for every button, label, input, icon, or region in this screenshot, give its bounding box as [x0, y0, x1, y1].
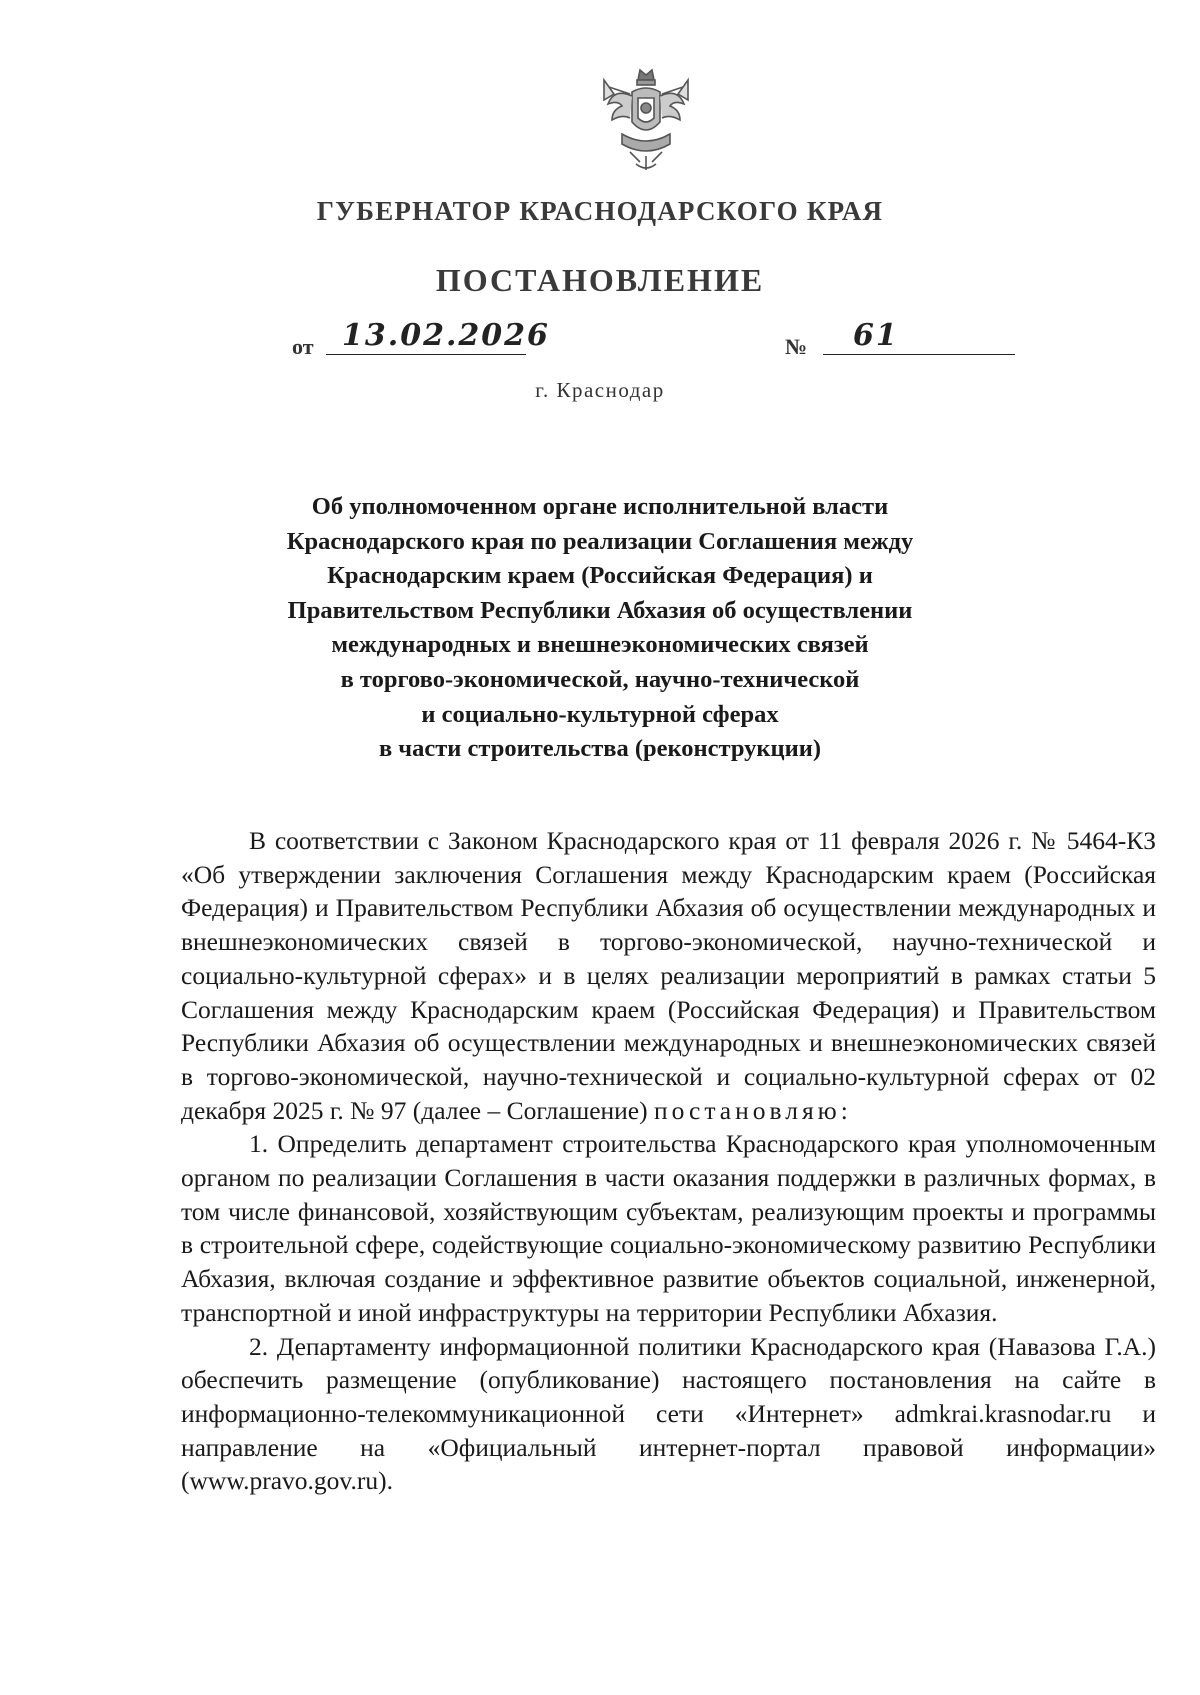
- title-line: и социально-культурной сферах: [421, 700, 779, 728]
- item-2-paragraph: 2. Департаменту информационной политики Краснодарского края (Навазова Г.А.) обеспечить размещение (опубликование) настоящего постановления на сайте в информационно-телекоммуникационной сети «Интернет» admkrai.krasnodar.ru и направление на «Официальный интернет-портал правовой информации» (www.pravo.gov.ru).: [181, 1331, 1156, 1496]
- date-prefix: от: [292, 334, 314, 359]
- title-line: Правительством Республики Абхазия об осуществлении: [287, 596, 913, 624]
- decree-title: [240, 490, 960, 767]
- title-line: международных и внешнеэкономических связей: [331, 631, 869, 659]
- issuing-authority: ГУБЕРНАТОР КРАСНОДАРСКОГО КРАЯ: [316, 196, 884, 226]
- decree-body: [181, 824, 1156, 1498]
- title-line: в части строительства (реконструкции): [378, 735, 822, 763]
- title-line: Об уполномоченном органе исполнительной власти: [311, 493, 889, 520]
- handwritten-date: 13.02.2026: [342, 318, 550, 353]
- date-underline: [326, 354, 526, 355]
- number-field: [785, 318, 1025, 366]
- item-1-paragraph: 1. Определить департамент строительства Краснодарского края уполномоченным органом по реализации Соглашения в части оказания поддержки в различных формах, в том числе финансовой, хозяйствующим субъектам, реализующим проекты и программы в строительной сфере, содействующие социально-экономическому развитию Республики Абхазия, включая создание и эффективное развитие объектов социальной, инженерной, транспортной и иной инфраструктуры на территории Республики Абхазия.: [181, 1129, 1156, 1327]
- decree-word: постановляю:: [654, 1095, 852, 1125]
- coat-of-arms-icon: [600, 66, 692, 176]
- preamble-paragraph: [181, 824, 1156, 1127]
- number-prefix: №: [785, 334, 808, 359]
- date-field: [292, 318, 550, 366]
- title-line: Краснодарским краем (Российская Федерация) и: [327, 562, 873, 590]
- city-of-issue: г. Краснодар: [535, 378, 665, 402]
- title-line: Краснодарского края по реализации Соглашения между: [286, 527, 914, 555]
- title-line: в торгово-экономической, научно-технической: [340, 665, 860, 693]
- preamble-text: В соответствии с Законом Краснодарского края от 11 февраля 2026 г. № 5464-КЗ «Об утверждении заключения Соглашения между Краснодарским краем (Российская Федерация) и Правительством Республики Абхазия об осуществлении международных и внешнеэкономических связей в торгово-экономической, научно-технической и социально-культурной сферах» и в целях реализации мероприятий в рамках статьи 5 Соглашения между Краснодарским краем (Российская Федерация) и Правительством Республики Абхазия об осуществлении международных и внешнеэкономических связей в торгово-экономической, научно-технической и социально-культурной сферах от 02 декабря 2025 г. № 97 (далее – Соглашение): [181, 826, 1156, 1125]
- number-underline: [823, 354, 1015, 355]
- document-type-title: ПОСТАНОВЛЕНИЕ: [435, 262, 765, 298]
- handwritten-number: 61: [853, 318, 899, 353]
